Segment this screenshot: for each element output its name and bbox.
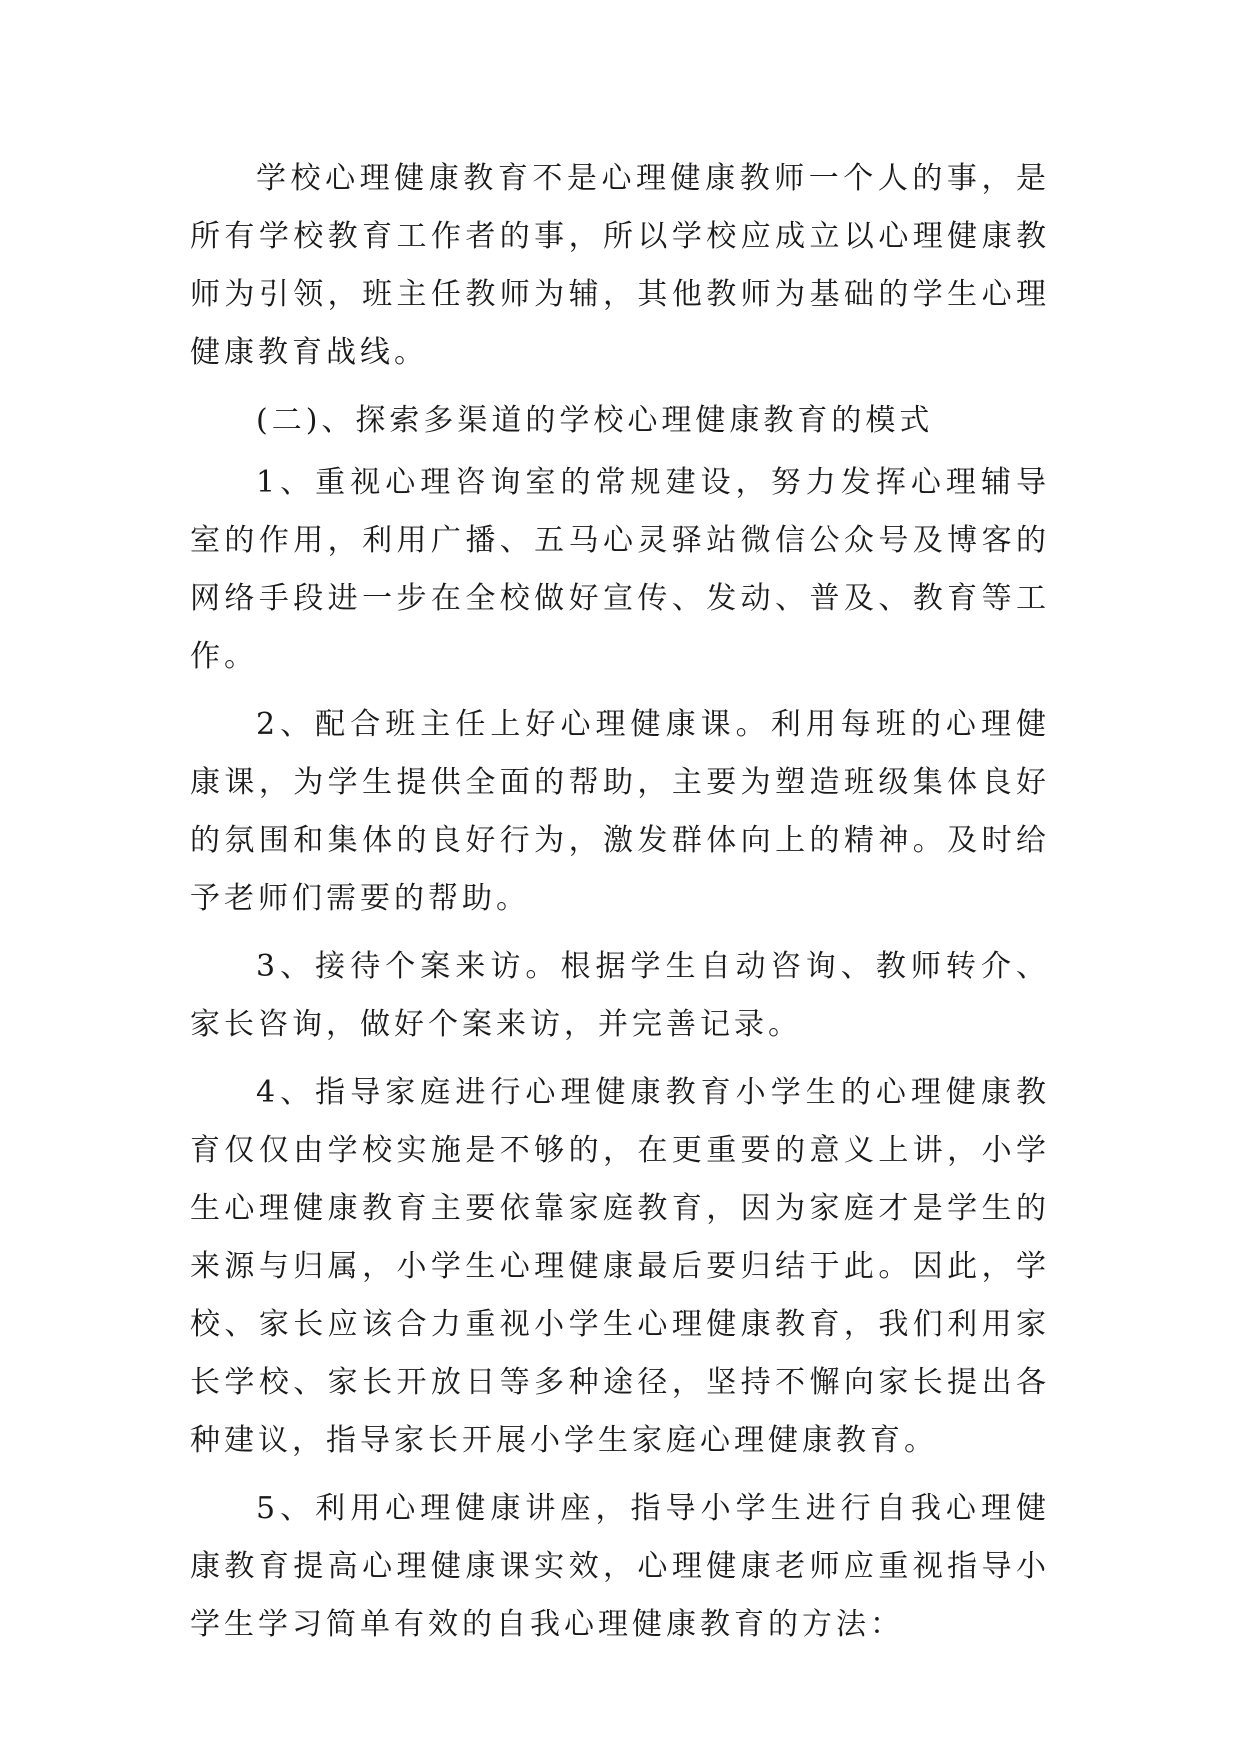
paragraph-intro: 学校心理健康教育不是心理健康教师一个人的事，是所有学校教育工作者的事，所以学校应成立以心理健康教师为引领，班主任教师为辅，其他教师为基础的学生心理健康教育战线。 [190, 161, 1050, 370]
section-heading: (二)、探索多渠道的学校心理健康教育的模式 [256, 403, 934, 438]
paragraph-item-5: 5、利用心理健康讲座，指导小学生进行自我心理健康教育提高心理健康课实效，心理健康老师应重视指导小学生学习简单有效的自我心理健康教育的方法： [190, 1491, 1050, 1642]
paragraph-item-1: 1、重视心理咨询室的常规建设，努力发挥心理辅导室的作用，利用广播、五马心灵驿站微信公众号及博客的网络手段进一步在全校做好宣传、发动、普及、教育等工作。 [190, 465, 1050, 674]
document-body [190, 150, 1050, 1664]
paragraph-item-4: 4、指导家庭进行心理健康教育小学生的心理健康教育仅仅由学校实施是不够的，在更重要的意义上讲，小学生心理健康教育主要依靠家庭教育，因为家庭才是学生的来源与归属，小学生心理健康最后要归结于此。因此，学校、家长应该合力重视小学生心理健康教育，我们利用家长学校、家长开放日等多种途径，坚持不懈向家长提出各种建议，指导家长开展小学生家庭心理健康教育。 [190, 1075, 1050, 1458]
paragraph-item-2: 2、配合班主任上好心理健康课。利用每班的心理健康课，为学生提供全面的帮助，主要为塑造班级集体良好的氛围和集体的良好行为，激发群体向上的精神。及时给予老师们需要的帮助。 [190, 707, 1050, 916]
paragraph-item-3: 3、接待个案来访。根据学生自动咨询、教师转介、家长咨询，做好个案来访，并完善记录。 [190, 949, 1050, 1042]
